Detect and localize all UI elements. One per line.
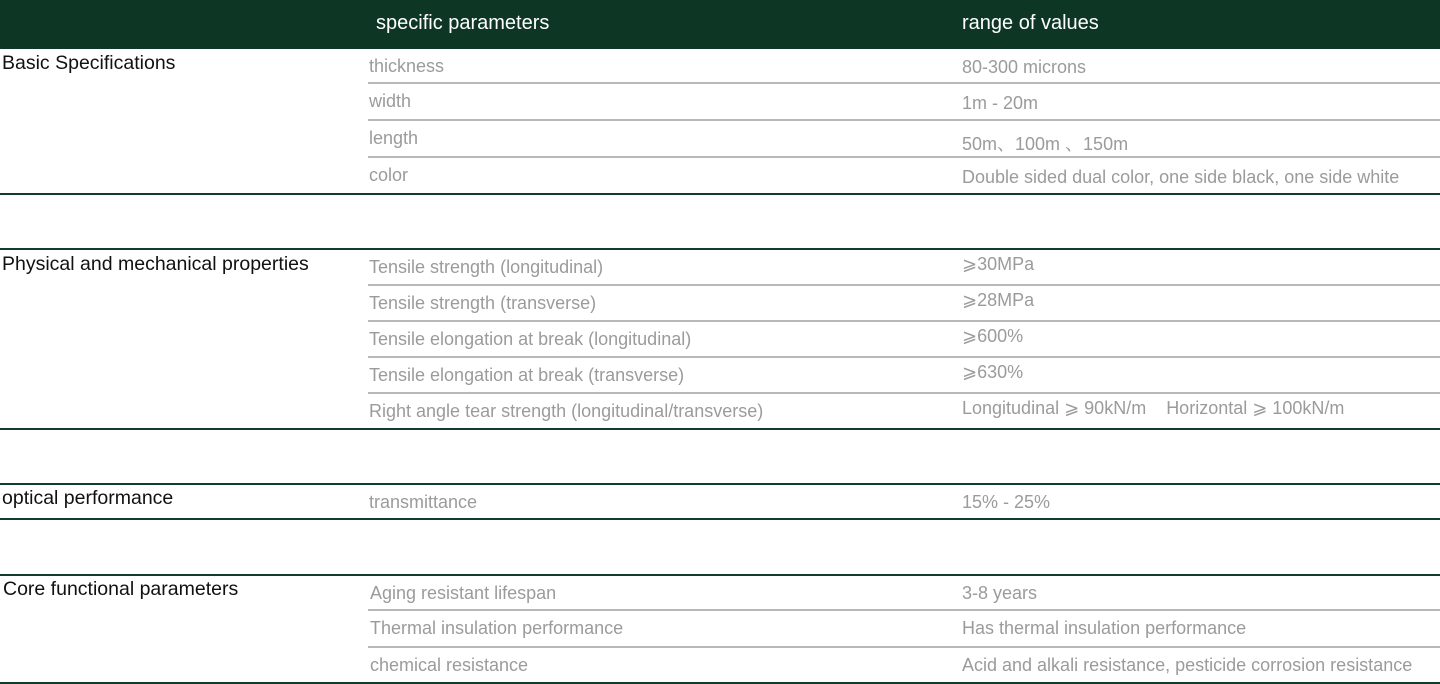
section-title: Physical and mechanical properties: [2, 253, 309, 275]
section-title: optical performance: [2, 487, 174, 509]
table-row: [0, 485, 1440, 520]
param-cell: length: [369, 128, 419, 148]
param-cell: width: [369, 91, 412, 111]
table-row: [368, 322, 1440, 358]
param-cell: color: [369, 165, 409, 185]
value-cell: ⩾600%: [962, 326, 1024, 346]
table-row: [368, 611, 1440, 648]
table-row: [368, 121, 1440, 158]
param-cell: Aging resistant lifespan: [370, 583, 557, 603]
value-cell: 3-8 years: [962, 583, 1038, 603]
param-cell: transmittance: [369, 492, 478, 512]
section-title: Core functional parameters: [3, 578, 239, 600]
param-cell: thickness: [369, 56, 445, 76]
value-cell: Acid and alkali resistance, pesticide corrosion resistance: [962, 655, 1413, 675]
param-cell: Tensile elongation at break (transverse): [369, 365, 685, 385]
param-cell: Tensile strength (longitudinal): [369, 257, 604, 277]
table-header: [0, 0, 1440, 49]
param-cell: Tensile elongation at break (longitudinal): [369, 329, 692, 349]
value-cell: 80-300 microns: [962, 57, 1087, 77]
value-cell: Longitudinal ⩾ 90kN/m Horizontal ⩾ 100kN/m: [962, 398, 1345, 418]
param-cell: chemical resistance: [370, 655, 529, 675]
value-cell: 15% - 25%: [962, 492, 1051, 512]
table-row: [368, 286, 1440, 322]
header-specific-parameters: specific parameters: [376, 12, 550, 34]
param-cell: Right angle tear strength (longitudinal/transverse): [369, 401, 764, 421]
table-row: [368, 84, 1440, 121]
value-cell: Has thermal insulation performance: [962, 618, 1247, 638]
value-cell: 50m、100m 、150m: [962, 134, 1129, 154]
table-row: [368, 49, 1440, 84]
value-cell: ⩾28MPa: [962, 290, 1035, 310]
value-cell: ⩾30MPa: [962, 254, 1035, 274]
table-row: [0, 648, 1440, 684]
table-row: [0, 394, 1440, 430]
table-row: [368, 576, 1440, 611]
table-row: [368, 250, 1440, 286]
header-range-of-values: range of values: [962, 12, 1099, 34]
section-title: Basic Specifications: [2, 52, 176, 74]
param-cell: Tensile strength (transverse): [369, 293, 597, 313]
param-cell: Thermal insulation performance: [370, 618, 624, 638]
table-row: [0, 158, 1440, 195]
table-row: [368, 358, 1440, 394]
value-cell: ⩾630%: [962, 362, 1024, 382]
value-cell: 1m - 20m: [962, 93, 1039, 113]
value-cell: Double sided dual color, one side black, one side white: [962, 167, 1400, 187]
